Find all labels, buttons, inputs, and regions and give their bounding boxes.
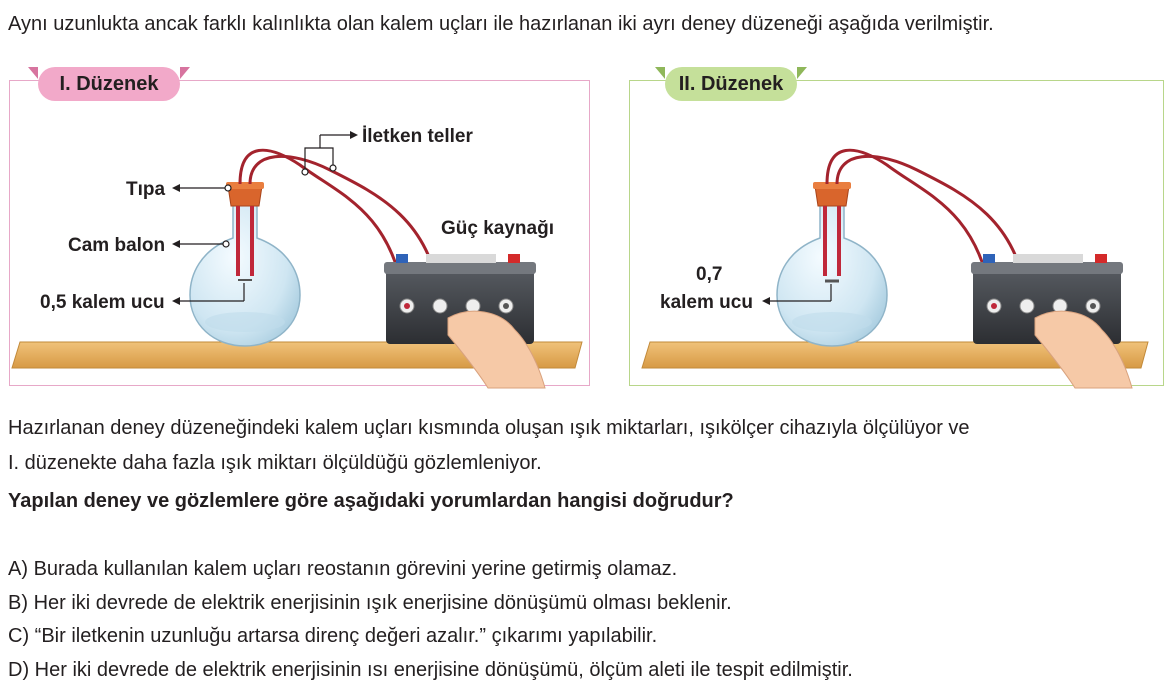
option-d[interactable] — [8, 658, 853, 682]
setup-1-drawing — [12, 126, 582, 388]
option-letter: D) — [8, 659, 30, 681]
option-b[interactable] — [8, 591, 732, 615]
electrode-left — [823, 206, 827, 276]
label-power-supply: Güç kaynağı — [441, 218, 554, 239]
option-letter: B) — [8, 592, 28, 614]
setup-1-title: I. Düzenek — [38, 67, 180, 101]
label-cables: İletken teller — [362, 126, 473, 147]
label-pencil-2-value: 0,7 — [696, 264, 723, 285]
paragraph-line-1: Hazırlanan deney düzeneğindeki kalem uçları kısmında oluşan ışık miktarları, ışıkölçer cihazıyla ölçülüyor ve — [8, 417, 970, 439]
stopper-top — [226, 182, 264, 189]
option-text: Her iki devrede de elektrik enerjisinin ısı enerjisine dönüşümü, ölçüm aleti ile tespit edilmiştir. — [34, 659, 853, 681]
label-pencil-1: 0,5 kalem ucu — [40, 292, 165, 313]
option-text: “Bir iletkenin uzunluğu artarsa direnç değeri azalır.” çıkarımı yapılabilir. — [34, 625, 658, 647]
label-pencil-2: kalem ucu — [660, 292, 753, 313]
setup-2-title: II. Düzenek — [665, 67, 797, 101]
option-text: Burada kullanılan kalem uçları reostanın görevini yerine getirmiş olamaz. — [33, 558, 678, 580]
electrode-left — [236, 206, 240, 276]
electrode-right — [837, 206, 841, 276]
intro-text: Aynı uzunlukta ancak farklı kalınlıkta olan kalem uçları ile hazırlanan iki ayrı deney düzeneği aşağıda verilmiştir. — [8, 13, 994, 35]
option-text: Her iki devrede de elektrik enerjisinin ışık enerjisine dönüşümü olması beklenir. — [33, 592, 732, 614]
label-flask: Cam balon — [68, 235, 166, 256]
glass-flask — [190, 198, 300, 346]
glass-flask — [777, 198, 887, 346]
stopper-top — [813, 182, 851, 189]
label-stopper: Tıpa — [126, 179, 166, 200]
option-c[interactable] — [8, 624, 657, 648]
paragraph-line-2: I. düzenekte daha fazla ışık miktarı ölçüldüğü gözlemleniyor. — [8, 452, 542, 474]
option-letter: A) — [8, 558, 28, 580]
setup-2-drawing — [642, 150, 1148, 388]
electrode-right — [250, 206, 254, 276]
question-text: Yapılan deney ve gözlemlere göre aşağıdaki yorumlardan hangisi doğrudur? — [8, 490, 734, 512]
option-letter: C) — [8, 625, 30, 647]
option-a[interactable] — [8, 557, 677, 581]
